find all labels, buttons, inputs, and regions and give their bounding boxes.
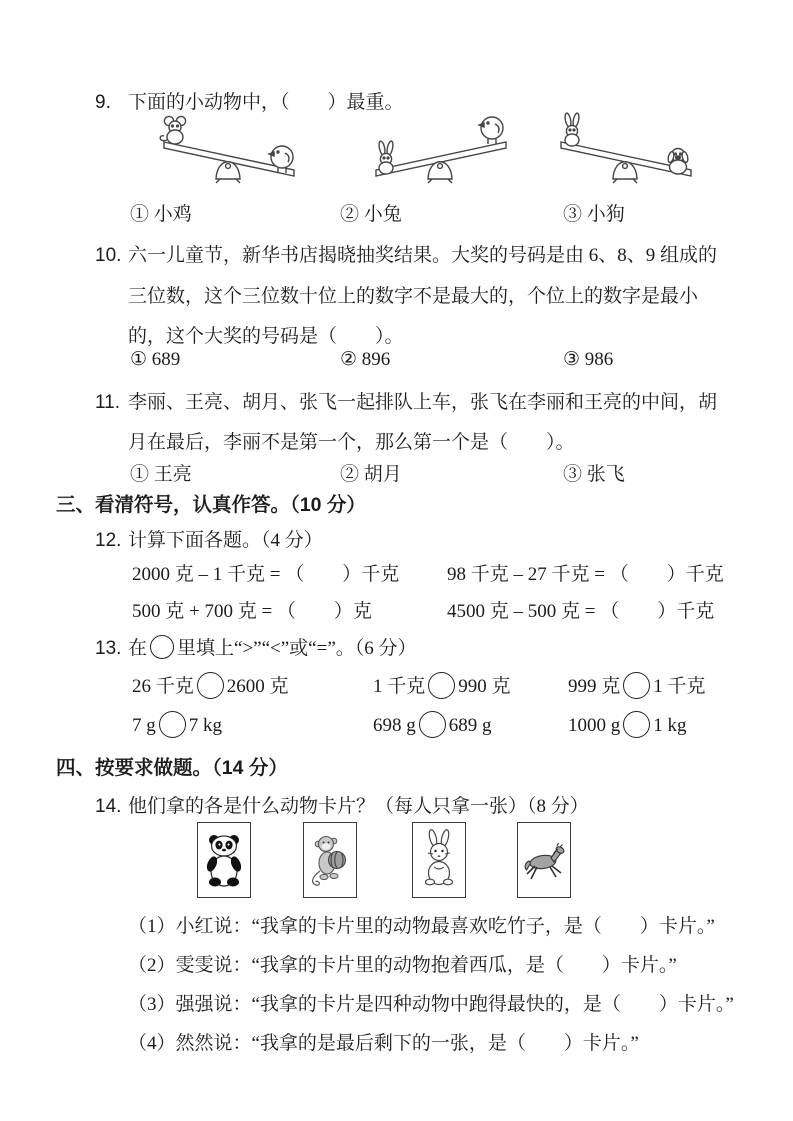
calc-item: 98 千克 – 27 千克 = （ ）千克 bbox=[447, 564, 724, 585]
compare-item bbox=[373, 671, 511, 699]
question-10-options bbox=[0, 348, 793, 374]
question-12-number: 12. bbox=[95, 530, 122, 551]
card-horse bbox=[517, 822, 571, 898]
compare-left: 1000 g bbox=[568, 715, 621, 736]
compare-item bbox=[132, 711, 222, 738]
calc-item: 2000 克 – 1 千克 = （ ）千克 bbox=[132, 564, 400, 585]
compare-left: 26 千克 bbox=[132, 676, 194, 697]
option-1: ① 小鸡 bbox=[130, 204, 192, 225]
question-13-row2 bbox=[0, 711, 793, 743]
compare-item bbox=[132, 671, 289, 699]
question-13-number: 13. bbox=[95, 638, 122, 659]
option-2: ② 896 bbox=[340, 349, 391, 370]
question-14-text: 他们拿的各是什么动物卡片？（每人只拿一张）（8 分） bbox=[128, 796, 589, 817]
question-9-title bbox=[95, 87, 404, 114]
seesaw-rabbit-chick-icon bbox=[352, 112, 530, 204]
question-10-line3: 的，这个大奖的号码是（ ）。 bbox=[128, 326, 404, 347]
question-10-text1: 六一儿童节，新华书店揭晓抽奖结果。大奖的号码是由 6、8、9 组成的 bbox=[128, 245, 718, 266]
compare-left: 1 千克 bbox=[373, 676, 426, 697]
option-2: ② 胡月 bbox=[340, 464, 402, 485]
seesaw-rabbit-dog-icon bbox=[537, 112, 715, 204]
card-panda bbox=[197, 822, 251, 898]
question-11-options bbox=[0, 459, 793, 485]
fill-circle-icon bbox=[159, 711, 186, 738]
fill-circle-icon bbox=[428, 672, 455, 699]
compare-right: 1 千克 bbox=[653, 676, 706, 697]
question-12-row1 bbox=[0, 559, 793, 585]
question-10-line1 bbox=[95, 240, 717, 267]
question-9-number: 9. bbox=[95, 92, 111, 113]
compare-right: 7 kg bbox=[188, 715, 222, 736]
fill-circle-icon bbox=[419, 711, 446, 738]
question-10-line2: 三位数，这个三位数十位上的数字不是最大的，个位上的数字是最小 bbox=[128, 286, 699, 307]
dog-icon bbox=[667, 149, 689, 175]
question-9-text: 下面的小动物中，（ ）最重。 bbox=[128, 92, 404, 113]
question-11-line1 bbox=[95, 387, 717, 414]
option-3: ③ 小狗 bbox=[563, 204, 625, 225]
mouse-icon bbox=[160, 116, 185, 144]
calc-item: 500 克 + 700 克 = （ ）克 bbox=[132, 601, 372, 622]
seesaw-image-3 bbox=[537, 112, 715, 204]
question-12-text: 计算下面各题。（4 分） bbox=[128, 530, 323, 551]
statement-3: （3）强强说：“我拿的卡片是四种动物中跑得最快的，是（ ）卡片。” bbox=[128, 994, 734, 1015]
seesaw-mouse-chick-icon bbox=[140, 112, 318, 204]
compare-item bbox=[373, 711, 492, 738]
option-1: ① 王亮 bbox=[130, 464, 192, 485]
question-13-text-prefix: 在 bbox=[128, 638, 148, 659]
seesaw-image-2 bbox=[352, 112, 530, 204]
question-10-number: 10. bbox=[95, 245, 122, 266]
question-9-options bbox=[0, 199, 793, 225]
compare-item bbox=[568, 671, 706, 699]
option-3: ③ 张飞 bbox=[563, 464, 625, 485]
question-12-row2 bbox=[0, 596, 793, 622]
statement-2: （2）雯雯说：“我拿的卡片里的动物抱着西瓜，是（ ）卡片。” bbox=[128, 955, 677, 976]
question-11-text1: 李丽、王亮、胡月、张飞一起排队上车，张飞在李丽和王亮的中间，胡 bbox=[128, 392, 718, 413]
section-3-heading: 三、看清符号，认真作答。（10 分） bbox=[56, 494, 366, 516]
question-11-line2: 月在最后，李丽不是第一个，那么第一个是（ ）。 bbox=[128, 432, 575, 453]
rabbit-icon bbox=[564, 113, 580, 146]
calc-item: 4500 克 – 500 克 = （ ）千克 bbox=[447, 601, 715, 622]
compare-left: 999 克 bbox=[568, 676, 621, 697]
card-rabbit bbox=[412, 822, 466, 898]
monkey-icon bbox=[307, 829, 353, 891]
panda-icon bbox=[201, 829, 247, 891]
compare-left: 698 g bbox=[373, 715, 416, 736]
compare-right: 689 g bbox=[448, 715, 492, 736]
statement-4: （4）然然说：“我拿的是最后剩下的一张，是（ ）卡片。” bbox=[128, 1033, 639, 1054]
chick-icon bbox=[479, 117, 503, 144]
horse-icon bbox=[521, 829, 567, 891]
rabbit-icon bbox=[416, 829, 462, 891]
fill-circle-icon bbox=[623, 711, 650, 738]
rabbit-icon bbox=[378, 141, 394, 174]
option-2: ② 小兔 bbox=[340, 204, 402, 225]
question-13-title bbox=[95, 633, 417, 660]
seesaw-image-1 bbox=[140, 112, 318, 204]
compare-right: 2600 克 bbox=[226, 676, 289, 697]
option-1: ① 689 bbox=[130, 349, 181, 370]
fill-circle-icon bbox=[150, 635, 174, 659]
section-4-heading: 四、按要求做题。（14 分） bbox=[56, 757, 288, 779]
question-14-title bbox=[95, 791, 589, 818]
statement-1: （1）小红说：“我拿的卡片里的动物最喜欢吃竹子，是（ ）卡片。” bbox=[128, 916, 715, 937]
compare-item bbox=[568, 711, 687, 738]
compare-right: 1 kg bbox=[653, 715, 687, 736]
question-13-text-suffix: 里填上“>”“<”或“=”。（6 分） bbox=[177, 638, 417, 659]
fill-circle-icon bbox=[623, 672, 650, 699]
compare-right: 990 克 bbox=[458, 676, 511, 697]
question-13-row1 bbox=[0, 671, 793, 703]
option-3: ③ 986 bbox=[563, 349, 614, 370]
question-12-title bbox=[95, 525, 323, 552]
card-monkey bbox=[303, 822, 357, 898]
compare-left: 7 g bbox=[132, 715, 156, 736]
question-14-number: 14. bbox=[95, 796, 122, 817]
question-11-number: 11. bbox=[95, 392, 121, 413]
fill-circle-icon bbox=[197, 672, 224, 699]
